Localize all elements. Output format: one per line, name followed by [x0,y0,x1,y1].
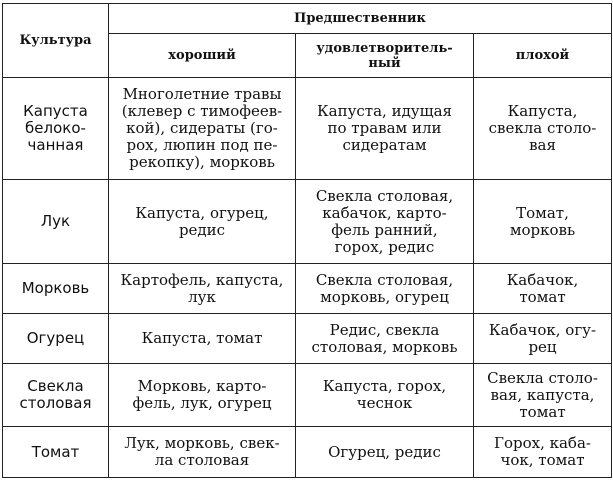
header-predecessor: Предшественник [109,4,612,34]
bad-cell: Свекла столо- вая, капуста, томат [474,364,612,427]
header-row-top [3,4,612,34]
header-bad: плохой [474,34,612,78]
bad-cell: Кабачок, огу- рец [474,314,612,364]
header-satisfactory: удовлетворитель- ный [296,34,474,78]
crop-cell: Огурец [3,314,109,364]
bad-cell: Кабачок, томат [474,264,612,314]
satisfactory-cell: Капуста, идущая по травам или сидератам [296,78,474,180]
good-cell: Картофель, капуста, лук [109,264,296,314]
crop-cell: Капуста белоко- чанная [3,78,109,180]
table-row [3,427,612,478]
good-cell: Многолетние травы (клевер с тимофеев- кой), сидераты (го- рох, люпин под пе- рекопку), морковь [109,78,296,180]
satisfactory-cell: Свекла столовая, кабачок, карто- фель ранний, горох, редис [296,180,474,264]
bad-cell: Горох, каба- чок, томат [474,427,612,478]
bad-cell: Капуста, свекла столо- вая [474,78,612,180]
header-good: хороший [109,34,296,78]
bad-cell: Томат, морковь [474,180,612,264]
crop-cell: Томат [3,427,109,478]
good-cell: Лук, морковь, свек- ла столовая [109,427,296,478]
satisfactory-cell: Капуста, горох, чеснок [296,364,474,427]
header-crop: Культура [3,4,109,78]
good-cell: Капуста, огурец, редис [109,180,296,264]
satisfactory-cell: Огурец, редис [296,427,474,478]
crop-cell: Свекла столовая [3,364,109,427]
good-cell: Капуста, томат [109,314,296,364]
table-row [3,78,612,180]
table-row [3,314,612,364]
table-row [3,364,612,427]
table-row [3,180,612,264]
good-cell: Морковь, карто- фель, лук, огурец [109,364,296,427]
crop-rotation-table [2,3,612,478]
crop-cell: Морковь [3,264,109,314]
crop-cell: Лук [3,180,109,264]
satisfactory-cell: Редис, свекла столовая, морковь [296,314,474,364]
satisfactory-cell: Свекла столовая, морковь, огурец [296,264,474,314]
table-row [3,264,612,314]
